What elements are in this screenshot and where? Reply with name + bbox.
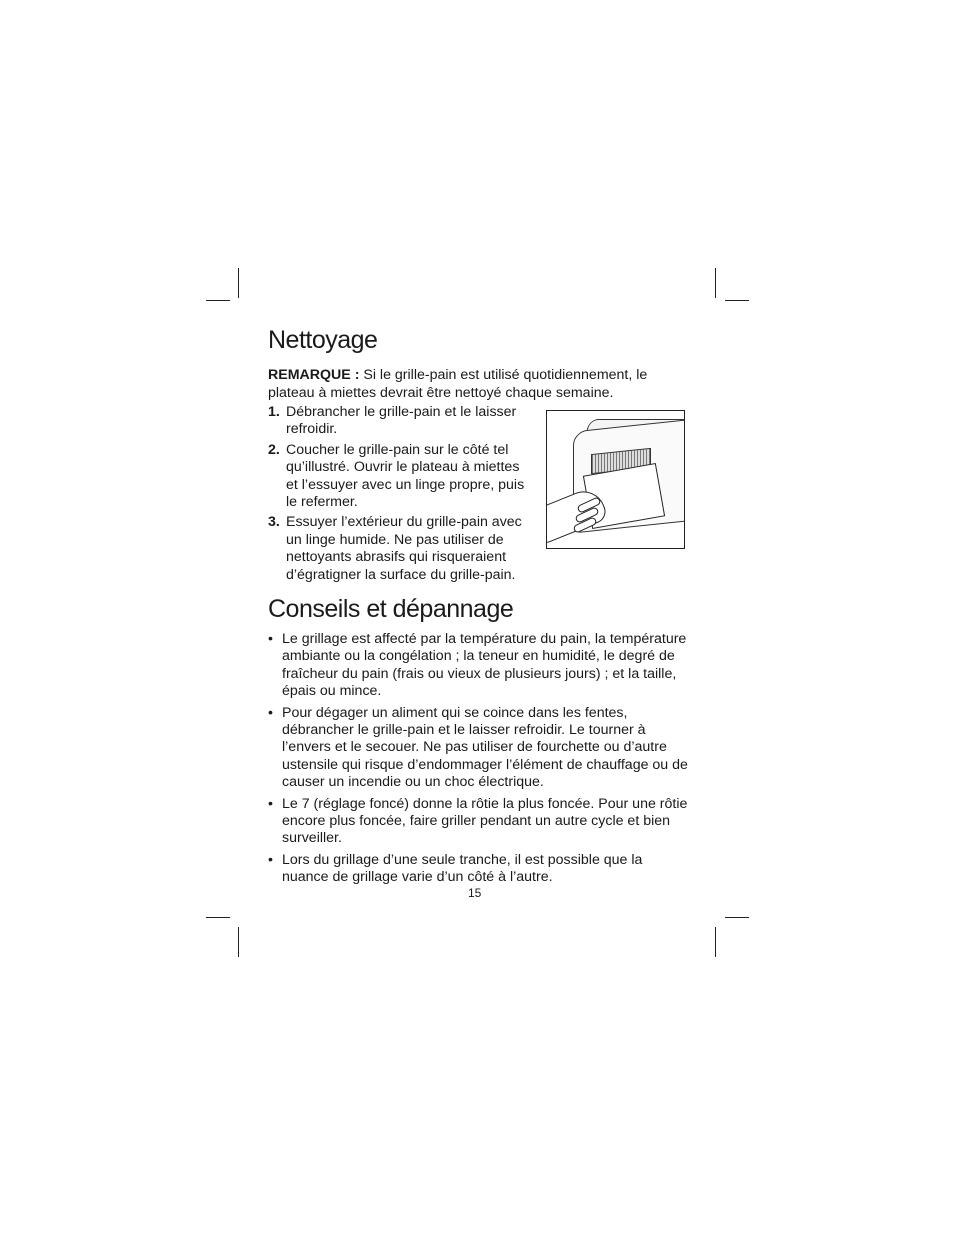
tip-text: Lors du grillage d’une seule tranche, il est possible que la nuance de grillage varie d’un côté à l’autre. <box>282 851 643 886</box>
tip-text: Le 7 (réglage foncé) donne la rôtie la plus foncée. Pour une rôtie encore plus foncée, faire griller pendant un autre cycle et bien surveiller. <box>282 795 688 847</box>
bullet-symbol: • <box>268 631 273 647</box>
bullet-symbol: • <box>268 704 273 721</box>
note-label: REMARQUE : <box>268 367 360 383</box>
bullet-symbol: • <box>268 851 273 868</box>
list-item <box>268 705 688 792</box>
tip-text: Le grillage est affecté par la température du pain, la température ambiante ou la congélation ; la teneur en humidité, le degré de fraîcheur du pain (frais ou vieux de plusieurs jours) ; et la taille, épais ou mince. <box>282 631 687 700</box>
step-number: 3. <box>268 514 280 531</box>
bullet-symbol: • <box>268 795 273 812</box>
step-number: 1. <box>268 404 280 420</box>
crop-mark-bottom-right-vertical <box>715 927 716 957</box>
list-item <box>268 796 688 848</box>
step-number: 2. <box>268 441 280 458</box>
page-number: 15 <box>468 886 482 900</box>
manual-page <box>268 0 688 1235</box>
step-text: Essuyer l’extérieur du grille-pain avec un linge humide. Ne pas utiliser de nettoyants abrasifs qui risqueraient d’égratigner la surface du grille-pain. <box>286 514 522 583</box>
crop-mark-top-left-vertical <box>238 268 239 298</box>
nettoyage-title: Nettoyage <box>268 326 378 354</box>
remarque-note <box>268 367 688 402</box>
step-text: Débrancher le grille-pain et le laisser refroidir. <box>286 404 517 438</box>
crop-mark-top-left-horizontal <box>206 300 230 301</box>
step-item <box>268 514 538 584</box>
tip-text: Pour dégager un aliment qui se coince dans les fentes, débrancher le grille-pain et le laisser refroidir. Le tourner à l’envers et le secouer. Ne pas utiliser de fourchette ou d’autre ustensile qui risque d’endommager l’élément de chauffage ou de causer un incendie ou un choc électrique. <box>282 704 688 791</box>
cleaning-steps <box>268 404 538 587</box>
crop-mark-top-right-vertical <box>715 268 716 298</box>
step-item <box>268 442 538 512</box>
crop-mark-bottom-left-vertical <box>238 927 239 957</box>
crop-mark-bottom-left-horizontal <box>206 917 230 918</box>
crop-mark-bottom-right-horizontal <box>725 917 749 918</box>
step-text: Coucher le grille-pain sur le côté tel qu’illustré. Ouvrir le plateau à miettes et l’essuyer avec un linge propre, puis le refermer. <box>286 441 525 511</box>
crop-mark-top-right-horizontal <box>725 300 749 301</box>
tips-list <box>268 631 688 891</box>
list-item <box>268 631 688 701</box>
step-item <box>268 404 538 439</box>
crumb-tray-illustration <box>546 410 685 549</box>
note-text: Si le grille-pain est utilisé quotidiennement, le plateau à miettes devrait être nettoyé chaque semaine. <box>268 367 648 401</box>
conseils-title: Conseils et dépannage <box>268 595 514 623</box>
list-item <box>268 852 688 887</box>
